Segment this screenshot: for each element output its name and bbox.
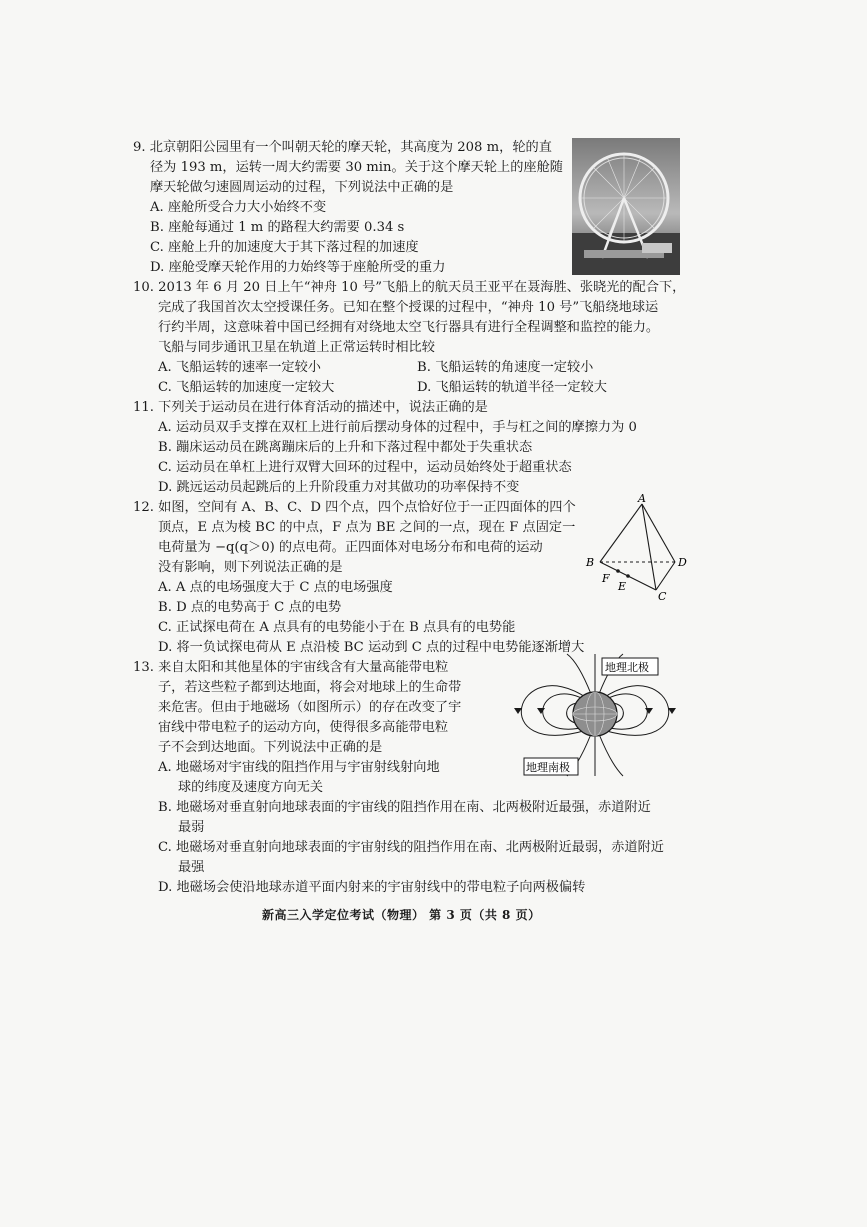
q11-option-a: A. 运动员双手支撑在双杠上进行前后摆动身体的过程中，手与杠之间的摩擦力为 0 xyxy=(158,420,637,435)
q12-option-d: D. 将一负试探电荷从 E 点沿棱 BC 运动到 C 点的过程中电势能逐渐增大 xyxy=(158,640,585,655)
north-pole-label: 地理北极 xyxy=(605,661,649,674)
q12-option-c: C. 正试探电荷在 A 点具有的电势能小于在 B 点具有的电势能 xyxy=(158,620,516,635)
q13-option-d: D. 地磁场会使沿地球赤道平面内射来的宇宙射线中的带电粒子向两极偏转 xyxy=(158,880,586,895)
q13-stem-line-4: 宙线中带电粒子的运动方向，使得很多高能带电粒 xyxy=(158,720,449,735)
south-pole-label: 地理南极 xyxy=(526,761,570,774)
geomagnetic-field-figure xyxy=(495,650,695,780)
q10-option-b: B. 飞船运转的角速度一定较小 xyxy=(417,360,594,375)
q10-stem-line-1: 10. 2013 年 6 月 20 日上午“神舟 10 号”飞船上的航天员王亚平在聂海胜、张晓光的配合下， xyxy=(133,280,686,295)
label-a: A xyxy=(638,492,646,505)
edge-ab xyxy=(600,504,642,562)
q13-option-c-line-2: 最强 xyxy=(178,860,205,875)
q9-stem-line-1: 9. 北京朝阳公园里有一个叫朝天轮的摩天轮，其高度为 208 m，轮的直 xyxy=(133,140,552,155)
label-b: B xyxy=(586,556,595,569)
q9-option-d: D. 座舱受摩天轮作用的力始终等于座舱所受的重力 xyxy=(150,260,446,275)
q11-stem: 11. 下列关于运动员在进行体育活动的描述中，说法正确的是 xyxy=(133,400,488,415)
q13-option-c-line-1: C. 地磁场对垂直射向地球表面的宇宙射线的阻挡作用在南、北两极附近最弱，赤道附近 xyxy=(158,840,664,855)
tetrahedron-figure xyxy=(580,490,690,605)
ferris-wheel-photo xyxy=(572,138,680,275)
q13-stem-line-3: 来危害。但由于地磁场（如图所示）的存在改变了宇 xyxy=(158,700,462,715)
label-c: C xyxy=(658,590,667,603)
q11-option-b: B. 蹦床运动员在跳离蹦床后的上升和下落过程中都处于失重状态 xyxy=(158,440,533,455)
q12-stem-line-2: 顶点，E 点为棱 BC 的中点，F 点为 BE 之间的一点，现在 F 点固定一 xyxy=(158,520,576,535)
label-f: F xyxy=(602,572,610,585)
q12-stem-line-1: 12. 如图，空间有 A、B、C、D 四个点，四个点恰好位于一正四面体的四个 xyxy=(133,500,576,515)
page-footer: 新高三入学定位考试（物理） 第 3 页（共 8 页） xyxy=(262,908,541,922)
label-d: D xyxy=(678,556,687,569)
q9-option-c: C. 座舱上升的加速度大于其下落过程的加速度 xyxy=(150,240,419,255)
q10-stem-line-4: 飞船与同步通讯卫星在轨道上正常运转时相比较 xyxy=(158,340,435,355)
q10-stem-line-3: 行约半周，这意味着中国已经拥有对绕地太空飞行器具有进行全程调整和监控的能力。 xyxy=(158,320,660,335)
q11-option-c: C. 运动员在单杠上进行双臂大回环的过程中，运动员始终处于超重状态 xyxy=(158,460,572,475)
q10-stem-line-2: 完成了我国首次太空授课任务。已知在整个授课的过程中，“神舟 10 号”飞船绕地球运 xyxy=(158,300,659,315)
q10-option-d: D. 飞船运转的轨道半径一定较大 xyxy=(417,380,607,395)
point-e xyxy=(626,574,630,578)
q9-option-b: B. 座舱每通过 1 m 的路程大约需要 0.34 s xyxy=(150,220,405,235)
q13-stem-line-5: 子不会到达地面。下列说法中正确的是 xyxy=(158,740,383,755)
q11-option-d: D. 跳远运动员起跳后的上升阶段重力对其做功的功率保持不变 xyxy=(158,480,520,495)
q9-stem-line-2: 径为 193 m，运转一周大约需要 30 min。关于这个摩天轮上的座舱随 xyxy=(150,160,563,175)
q13-option-a-line-1: A. 地磁场对宇宙线的阻挡作用与宇宙射线射向地 xyxy=(158,760,440,775)
q12-stem-line-4: 没有影响，则下列说法正确的是 xyxy=(158,560,343,575)
q9-stem-line-3: 摩天轮做匀速圆周运动的过程，下列说法中正确的是 xyxy=(150,180,454,195)
q10-option-c: C. 飞船运转的加速度一定较大 xyxy=(158,380,335,395)
q9-option-a: A. 座舱所受合力大小始终不变 xyxy=(150,200,327,215)
q13-option-a-line-2: 球的纬度及速度方向无关 xyxy=(178,780,324,795)
q13-stem-line-2: 子，若这些粒子都到达地面，将会对地球上的生命带 xyxy=(158,680,462,695)
point-f xyxy=(616,569,620,573)
q13-stem-line-1: 13. 来自太阳和其他星体的宇宙线含有大量高能带电粒 xyxy=(133,660,449,675)
q12-stem-line-3: 电荷量为 −q(q＞0) 的点电荷。正四面体对电场分布和电荷的运动 xyxy=(158,540,543,555)
q13-option-b-line-1: B. 地磁场对垂直射向地球表面的宇宙线的阻挡作用在南、北两极附近最强，赤道附近 xyxy=(158,800,651,815)
q12-option-a: A. A 点的电场强度大于 C 点的电场强度 xyxy=(158,580,393,595)
q13-option-b-line-2: 最弱 xyxy=(178,820,205,835)
q10-option-a: A. 飞船运转的速率一定较小 xyxy=(158,360,321,375)
q12-option-b: B. D 点的电势高于 C 点的电势 xyxy=(158,600,342,615)
edge-cd xyxy=(656,562,675,590)
label-e: E xyxy=(618,580,627,593)
